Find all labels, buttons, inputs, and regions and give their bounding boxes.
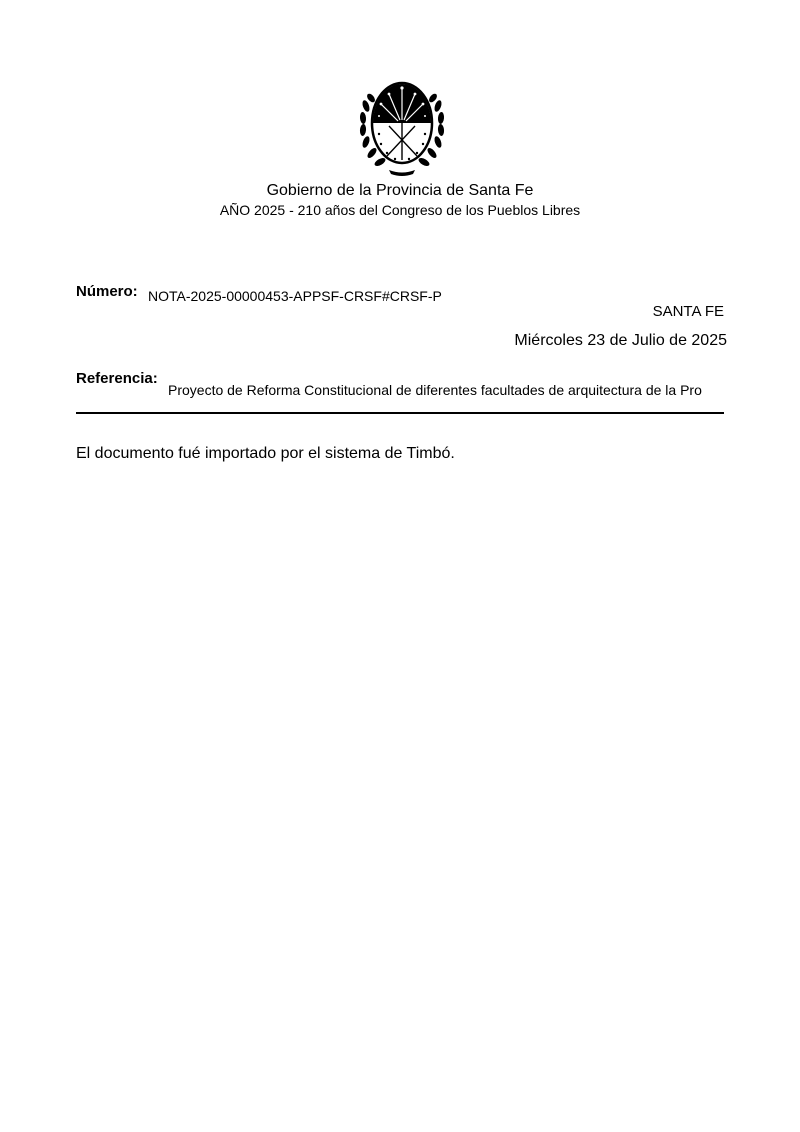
document-date: Miércoles 23 de Julio de 2025 [514,332,727,349]
divider [76,412,724,414]
coat-of-arms-icon [359,76,445,178]
referencia-value: Proyecto de Reforma Constitucional de diferentes facultades de arquitectura de la Pro [168,382,702,398]
city: SANTA FE [652,303,724,320]
referencia-label: Referencia: [76,370,158,387]
numero-value: NOTA-2025-00000453-APPSF-CRSF#CRSF-P [148,288,442,304]
government-title: Gobierno de la Provincia de Santa Fe [266,182,534,199]
year-motto: AÑO 2025 - 210 años del Congreso de los Pueblos Libres [219,202,581,218]
document-body: El documento fué importado por el sistema de Timbó. [76,445,455,462]
numero-label: Número: [76,283,138,300]
